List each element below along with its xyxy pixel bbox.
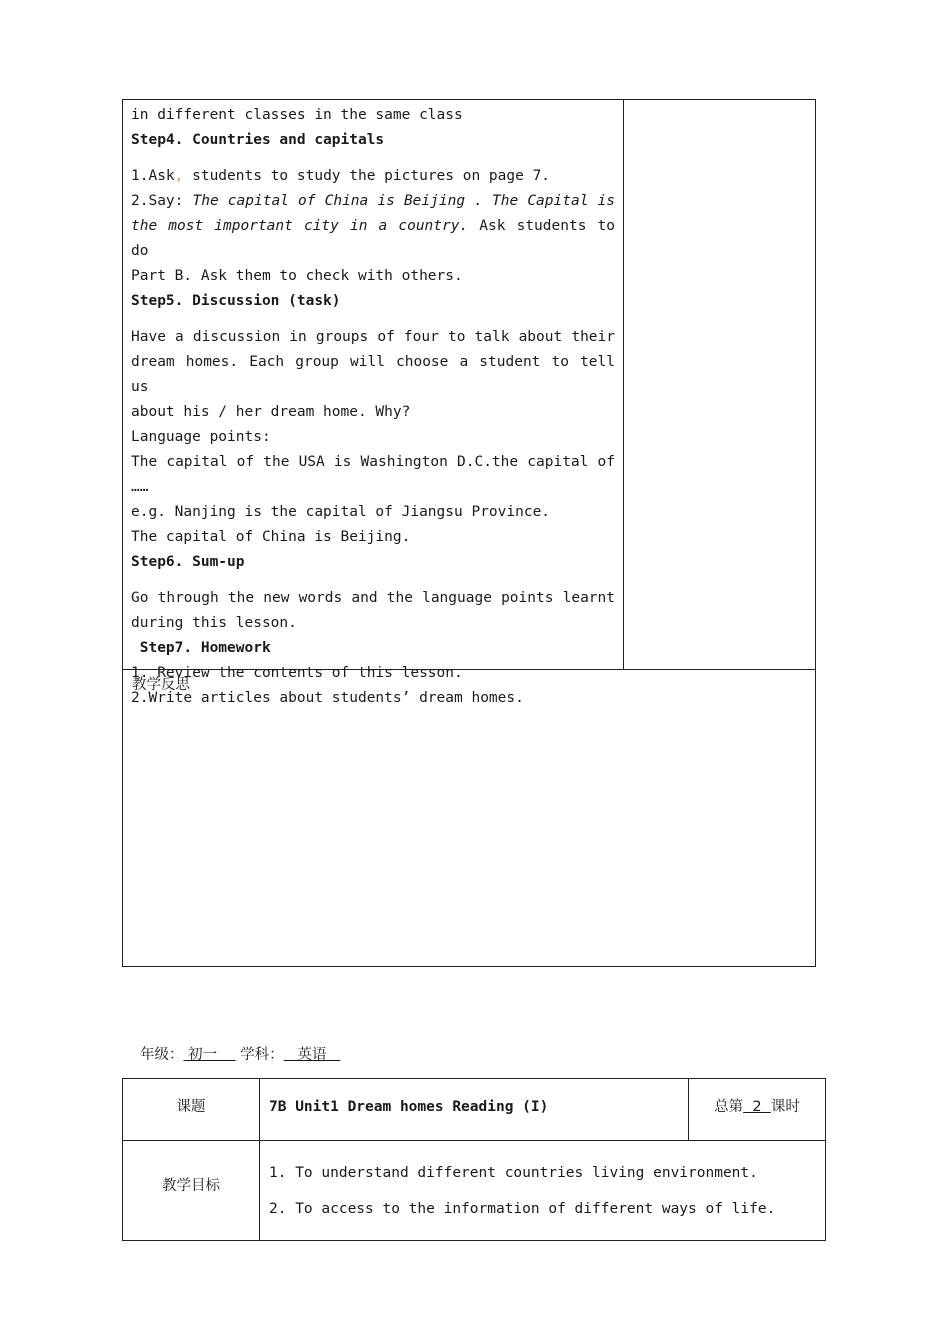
topic-value: 7B Unit1 Dream homes Reading (I) xyxy=(260,1079,689,1141)
reflection-label: 教学反思 xyxy=(132,677,190,693)
step4-heading: Step4. Countries and capitals xyxy=(131,132,385,148)
step4-line-3: the most important city in a country. Ask students to do xyxy=(131,218,615,259)
subject-value: 英语 xyxy=(283,1047,341,1063)
step4-line-1: 1.Ask, students to study the pictures on page 7. xyxy=(131,168,551,184)
lesson-plan-table xyxy=(122,1078,826,1241)
step5-line-2: dream homes. Each group will choose a student to tell us xyxy=(131,354,615,395)
goal-item: 2. To access to the information of different ways of life. xyxy=(269,1201,776,1217)
grade-value: 初一 xyxy=(183,1047,236,1063)
notes-cell xyxy=(624,100,815,669)
subject-label: 学科： xyxy=(235,1047,284,1063)
reflection-cell xyxy=(123,669,815,966)
grade-label: 年级： xyxy=(140,1047,184,1063)
goal-item: 1. To understand different countries living environment. xyxy=(269,1165,758,1181)
step7-line-1: 1. Review the contents of this lesson. xyxy=(131,665,463,681)
step5-line-5: The capital of the USA is Washington D.C.the capital of xyxy=(131,454,615,470)
step5-line-4: Language points: xyxy=(131,429,271,445)
step5-line-6: …… xyxy=(131,479,149,495)
lesson-count-suffix: 课时 xyxy=(770,1099,800,1115)
intro-line: in different classes in the same class xyxy=(131,107,463,123)
step7-heading: Step7. Homework xyxy=(131,640,271,656)
step5-line-8: The capital of China is Beijing. xyxy=(131,529,411,545)
goals-label: 教学目标 xyxy=(123,1141,260,1240)
step5-line-7: e.g. Nanjing is the capital of Jiangsu Province. xyxy=(131,504,551,520)
step5-heading: Step5. Discussion (task) xyxy=(131,293,341,309)
step6-line-2: during this lesson. xyxy=(131,615,297,631)
step6-line-1: Go through the new words and the language points learnt xyxy=(131,590,615,606)
lesson-count-prefix: 总第 xyxy=(714,1099,744,1115)
step5-line-3: about his / her dream home. Why? xyxy=(131,404,411,420)
step7-line-2: 2.Write articles about students’ dream homes. xyxy=(131,690,524,706)
topic-label: 课题 xyxy=(123,1079,260,1141)
lesson-count xyxy=(689,1079,825,1141)
step4-line-4: Part B. Ask them to check with others. xyxy=(131,268,463,284)
goals-list xyxy=(260,1141,825,1240)
lesson-count-value: 2 xyxy=(743,1099,771,1115)
step5-line-1: Have a discussion in groups of four to talk about their xyxy=(131,329,615,345)
lesson-table xyxy=(122,99,816,967)
step4-line-2: 2.Say: The capital of China is Beijing . The Capital is xyxy=(131,193,616,209)
step6-heading: Step6. Sum-up xyxy=(131,554,245,570)
grade-subject-header xyxy=(140,1043,340,1067)
